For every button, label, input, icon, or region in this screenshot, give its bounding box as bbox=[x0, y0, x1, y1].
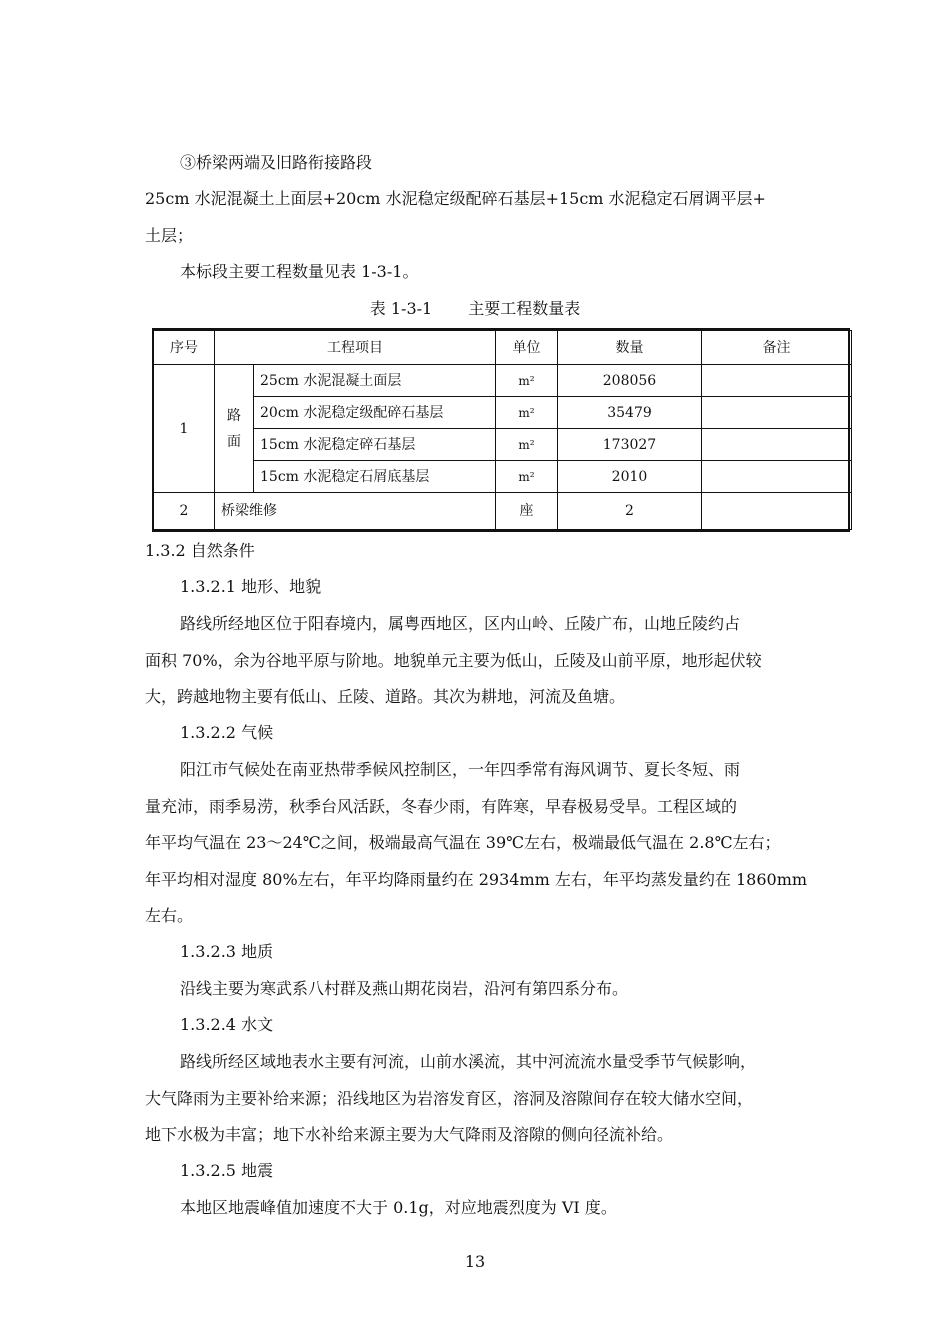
table-row bbox=[154, 365, 852, 397]
header-cell: 备注 bbox=[702, 331, 852, 365]
header-cell: 序号 bbox=[154, 331, 215, 365]
row-number-cell: 1 bbox=[154, 365, 215, 493]
table-caption bbox=[0, 299, 950, 319]
subheading-bridge-ends: ③桥梁两端及旧路衔接路段 bbox=[180, 153, 373, 172]
remark-cell bbox=[702, 365, 852, 397]
header-cell: 数量 bbox=[558, 331, 702, 365]
paragraph-line: 量充沛，雨季易涝，秋季台风活跃，冬春少雨，有阵寒，早春极易受旱。工程区域的 bbox=[145, 797, 738, 816]
page-number: 13 bbox=[464, 1252, 486, 1271]
category-label: 路面 bbox=[227, 407, 241, 450]
table-row bbox=[154, 429, 852, 461]
subsection-heading: 1.3.2.3 地质 bbox=[180, 942, 274, 961]
unit-cell: m² bbox=[496, 461, 558, 493]
item-cell: 25cm 水泥混凝土面层 bbox=[254, 365, 496, 397]
qty-cell: 208056 bbox=[558, 365, 702, 397]
row-number-cell: 2 bbox=[154, 493, 215, 530]
paragraph-line: 路线所经区域地表水主要有河流，山前水溪流，其中河流流水量受季节气候影响， bbox=[180, 1052, 757, 1071]
paragraph-line: 25cm 水泥混凝土上面层+20cm 水泥稳定级配碎石基层+15cm 水泥稳定石屑调平层+ bbox=[145, 189, 766, 208]
subsection-heading: 1.3.2.2 气候 bbox=[180, 723, 274, 742]
unit-cell: 座 bbox=[496, 493, 558, 530]
table-caption-number: 表 1-3-1 bbox=[369, 299, 433, 318]
paragraph-line: 阳江市气候处在南亚热带季候风控制区，一年四季常有海风调节、夏长冬短、雨 bbox=[180, 760, 741, 779]
qty-cell: 173027 bbox=[558, 429, 702, 461]
unit-cell: m² bbox=[496, 429, 558, 461]
paragraph-line: 年平均气温在 23～24℃之间，极端最高气温在 39℃左右，极端最低气温在 2.8℃左右； bbox=[145, 833, 781, 852]
table-row bbox=[154, 461, 852, 493]
paragraph-line: 大气降雨为主要补给来源；沿线地区为岩溶发育区，溶洞及溶隙间存在较大储水空间， bbox=[145, 1089, 754, 1108]
item-cell: 15cm 水泥稳定碎石基层 bbox=[254, 429, 496, 461]
paragraph-line: 年平均相对湿度 80%左右，年平均降雨量约在 2934mm 左右，年平均蒸发量约在 1860mm bbox=[145, 870, 808, 889]
paragraph-line: 面积 70%，余为谷地平原与阶地。地貌单元主要为低山，丘陵及山前平原，地形起伏较 bbox=[145, 651, 762, 670]
table-caption-title: 主要工程数量表 bbox=[468, 299, 581, 318]
paragraph-line: 地下水极为丰富；地下水补给来源主要为大气降雨及溶隙的侧向径流补给。 bbox=[145, 1125, 674, 1144]
quantity-table bbox=[153, 330, 852, 530]
remark-cell bbox=[702, 429, 852, 461]
paragraph-line: 路线所经地区位于阳春境内，属粤西地区，区内山岭、丘陵广布，山地丘陵约占 bbox=[180, 614, 741, 633]
paragraph-line: 沿线主要为寒武系八村群及燕山期花岗岩，沿河有第四系分布。 bbox=[180, 979, 629, 998]
subsection-heading: 1.3.2.1 地形、地貌 bbox=[180, 577, 322, 596]
unit-cell: m² bbox=[496, 397, 558, 429]
unit-cell: m² bbox=[496, 365, 558, 397]
subsection-heading: 1.3.2.4 水文 bbox=[180, 1015, 274, 1034]
table-row bbox=[154, 493, 852, 530]
category-cell bbox=[215, 365, 254, 493]
table-header-row bbox=[154, 331, 852, 365]
qty-cell: 35479 bbox=[558, 397, 702, 429]
header-cell: 单位 bbox=[496, 331, 558, 365]
header-cell: 工程项目 bbox=[215, 331, 496, 365]
remark-cell bbox=[702, 397, 852, 429]
paragraph-line: 本标段主要工程数量见表 1-3-1。 bbox=[180, 262, 419, 281]
paragraph-line: 本地区地震峰值加速度不大于 0.1g，对应地震烈度为 VI 度。 bbox=[180, 1198, 617, 1217]
remark-cell bbox=[702, 493, 852, 530]
table-row bbox=[154, 397, 852, 429]
remark-cell bbox=[702, 461, 852, 493]
paragraph-line: 大，跨越地物主要有低山、丘陵、道路。其次为耕地，河流及鱼塘。 bbox=[145, 687, 626, 706]
qty-cell: 2010 bbox=[558, 461, 702, 493]
paragraph-line: 左右。 bbox=[145, 906, 194, 925]
section-heading: 1.3.2 自然条件 bbox=[145, 541, 255, 560]
qty-cell: 2 bbox=[558, 493, 702, 530]
paragraph-line: 土层； bbox=[145, 226, 194, 245]
subsection-heading: 1.3.2.5 地震 bbox=[180, 1161, 274, 1180]
item-cell: 20cm 水泥稳定级配碎石基层 bbox=[254, 397, 496, 429]
item-cell: 15cm 水泥稳定石屑底基层 bbox=[254, 461, 496, 493]
item-cell: 桥梁维修 bbox=[215, 493, 496, 530]
